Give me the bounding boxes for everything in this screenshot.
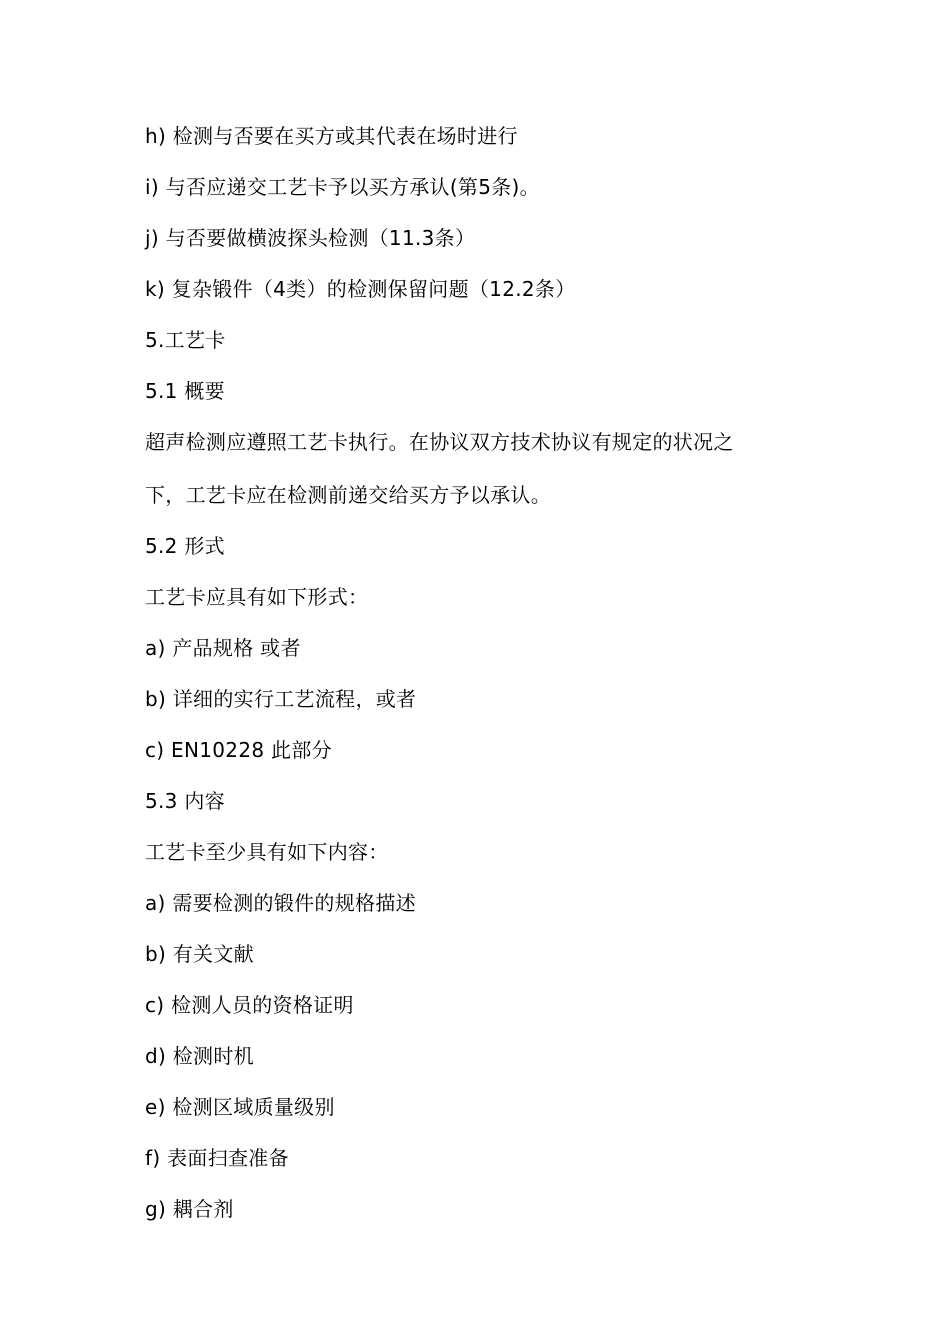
content-item-f: f) 表面扫查准备 [145, 1146, 289, 1170]
content-item-c: c) 检测人员的资格证明 [145, 993, 354, 1017]
paragraph-line-1: 超声检测应遵照工艺卡执行。在协议双方技术协议有规定的状况之 [145, 430, 734, 454]
list-item-h: h) 检测与否要在买方或其代表在场时进行 [145, 124, 518, 148]
content-item-d: d) 检测时机 [145, 1044, 254, 1068]
form-item-c: c) EN10228 此部分 [145, 738, 332, 762]
section-heading-5-1: 5.1 概要 [145, 379, 225, 403]
list-item-j: j) 与否要做横波探头检测（11.3条） [145, 226, 476, 250]
form-item-b: b) 详细的实行工艺流程，或者 [145, 687, 417, 711]
content-item-g: g) 耦合剂 [145, 1197, 234, 1221]
section-heading-5-2: 5.2 形式 [145, 534, 225, 558]
content-item-e: e) 检测区域质量级别 [145, 1095, 335, 1119]
section-heading-5: 5.工艺卡 [145, 328, 226, 352]
list-item-k: k) 复杂锻件（4类）的检测保留问题（12.2条） [145, 277, 576, 301]
paragraph-line-2: 下，工艺卡应在检测前递交给买方予以承认。 [145, 483, 551, 507]
section-heading-5-3: 5.3 内容 [145, 789, 225, 813]
form-item-a: a) 产品规格 或者 [145, 636, 301, 660]
paragraph-content-intro: 工艺卡至少具有如下内容： [145, 840, 389, 864]
paragraph-form-intro: 工艺卡应具有如下形式： [145, 585, 369, 609]
list-item-i: i) 与否应递交工艺卡予以买方承认(第5条)。 [145, 175, 540, 199]
content-item-b: b) 有关文献 [145, 942, 254, 966]
content-item-a: a) 需要检测的锻件的规格描述 [145, 891, 416, 915]
